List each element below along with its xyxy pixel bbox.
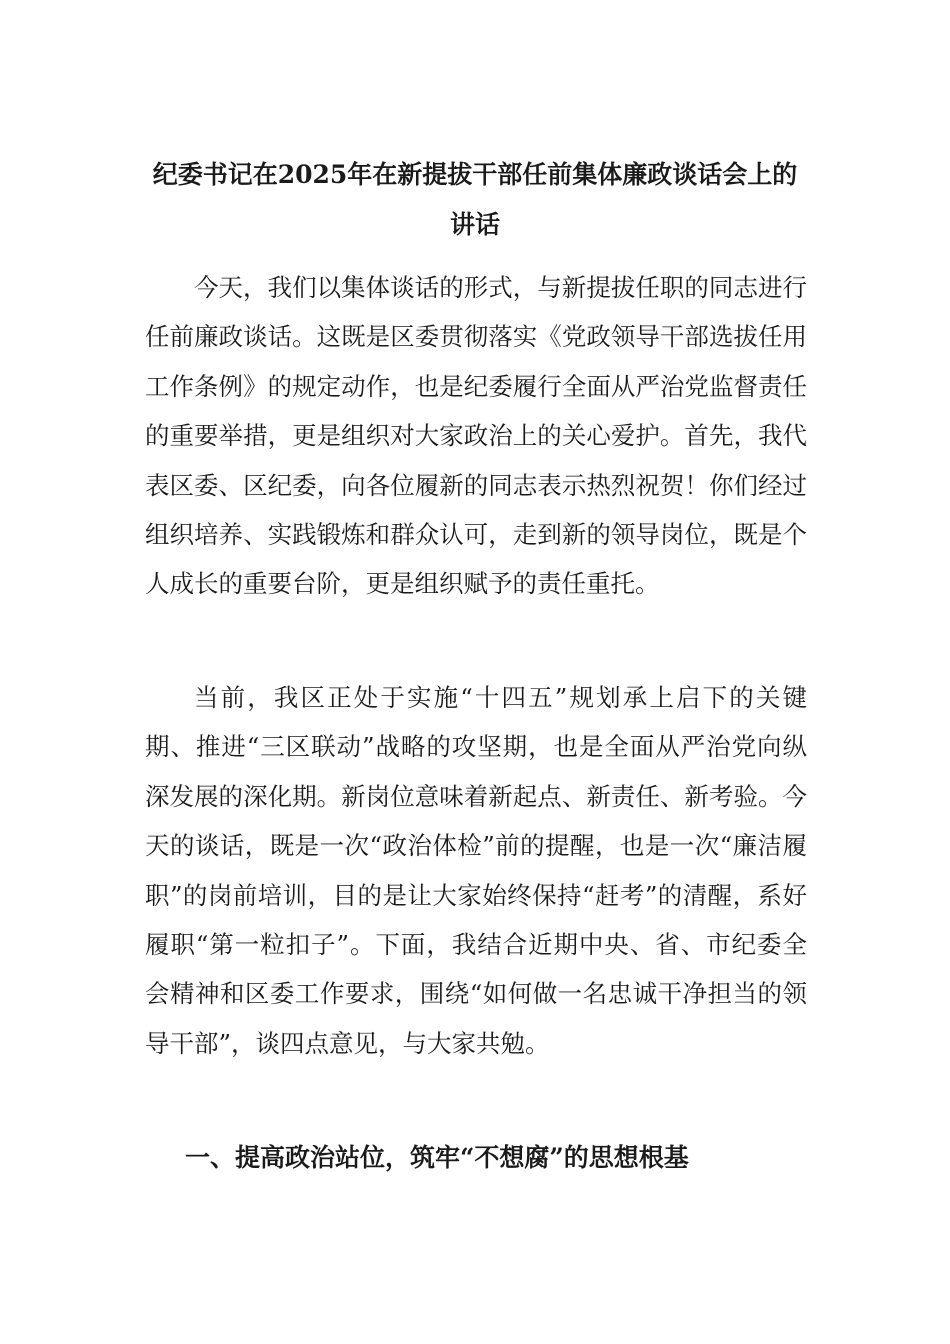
document-title-line-1: 纪委书记在2025年在新提拔干部任前集体廉政谈话会上的 [152,160,798,189]
document-title-line-2: 讲话 [449,210,500,239]
body-paragraph-2: 当前，我区正处于实施“十四五”规划承上启下的关键期、推进“三区联动”战略的攻坚期，也是全面从严治党向纵深发展的深化期。新岗位意味着新起点、新责任、新考验。今天的谈话，既是一次“政治体检”前的提醒，也是一次“廉洁履职”的岗前培训，目的是让大家始终保持“赶考”的清醒，系好履职“第一粒扣子”。下面，我结合近期中央、省、市纪委全会精神和区委工作要求，围绕“如何做一名忠诚干净担当的领导干部”，谈四点意见，与大家共勉。 [145,683,807,1058]
body-paragraph-1: 今天，我们以集体谈话的形式，与新提拔任职的同志进行任前廉政谈话。这既是区委贯彻落实《党政领导干部选拔任用工作条例》的规定动作，也是纪委履行全面从严治党监督责任的重要举措，更是组织对大家政治上的关心爱护。首先，我代表区委、区纪委，向各位履新的同志表示热烈祝贺！你们经过组织培养、实践锻炼和群众认可，走到新的领导岗位，既是个人成长的重要台阶，更是组织赋予的责任重托。 [145,273,807,599]
section-heading-1: 一、提高政治站位，筑牢“不想腐”的思想根基 [185,1143,689,1172]
